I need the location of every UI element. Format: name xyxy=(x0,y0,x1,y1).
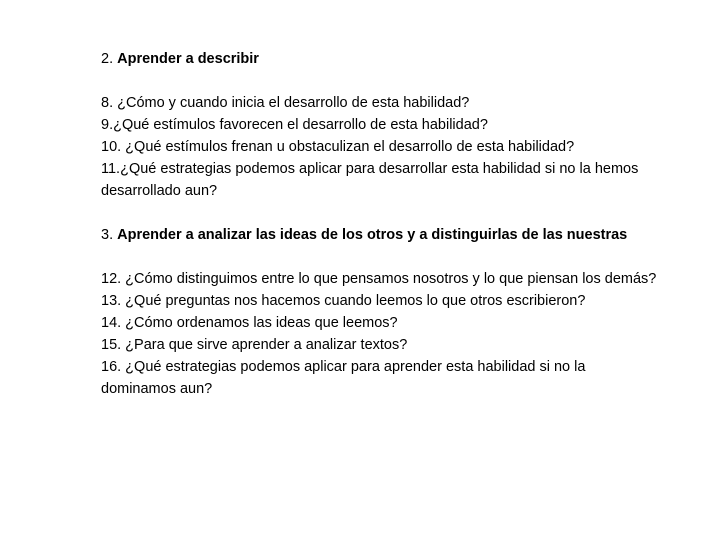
section-title: Aprender a analizar las ideas de los otros y a distinguirlas de las nuestras xyxy=(117,227,628,243)
section-heading xyxy=(101,224,661,246)
section-describir xyxy=(101,48,661,202)
question-14: 14. ¿Cómo ordenamos las ideas que leemos? xyxy=(101,315,398,331)
section-title: Aprender a describir xyxy=(117,51,259,67)
question-11: 11.¿Qué estrategias podemos aplicar para desarrollar esta habilidad si no la hemos desarrollado aun? xyxy=(101,161,639,199)
question-9: 9.¿Qué estímulos favorecen el desarrollo de esta habilidad? xyxy=(101,117,488,133)
question-13: 13. ¿Qué preguntas nos hacemos cuando leemos lo que otros escribieron? xyxy=(101,293,586,309)
slide-content xyxy=(101,48,661,400)
section-analizar xyxy=(101,224,661,400)
section-heading xyxy=(101,48,661,70)
section-number: 2. xyxy=(101,51,114,67)
question-15: 15. ¿Para que sirve aprender a analizar textos? xyxy=(101,337,408,353)
question-12: 12. ¿Cómo distinguimos entre lo que pensamos nosotros y lo que piensan los demás? xyxy=(101,271,657,287)
question-16: 16. ¿Qué estrategias podemos aplicar para aprender esta habilidad si no la dominamos aun? xyxy=(101,359,586,397)
section-number: 3. xyxy=(101,227,114,243)
question-10: 10. ¿Qué estímulos frenan u obstaculizan el desarrollo de esta habilidad? xyxy=(101,139,575,155)
question-8: 8. ¿Cómo y cuando inicia el desarrollo de esta habilidad? xyxy=(101,95,470,111)
